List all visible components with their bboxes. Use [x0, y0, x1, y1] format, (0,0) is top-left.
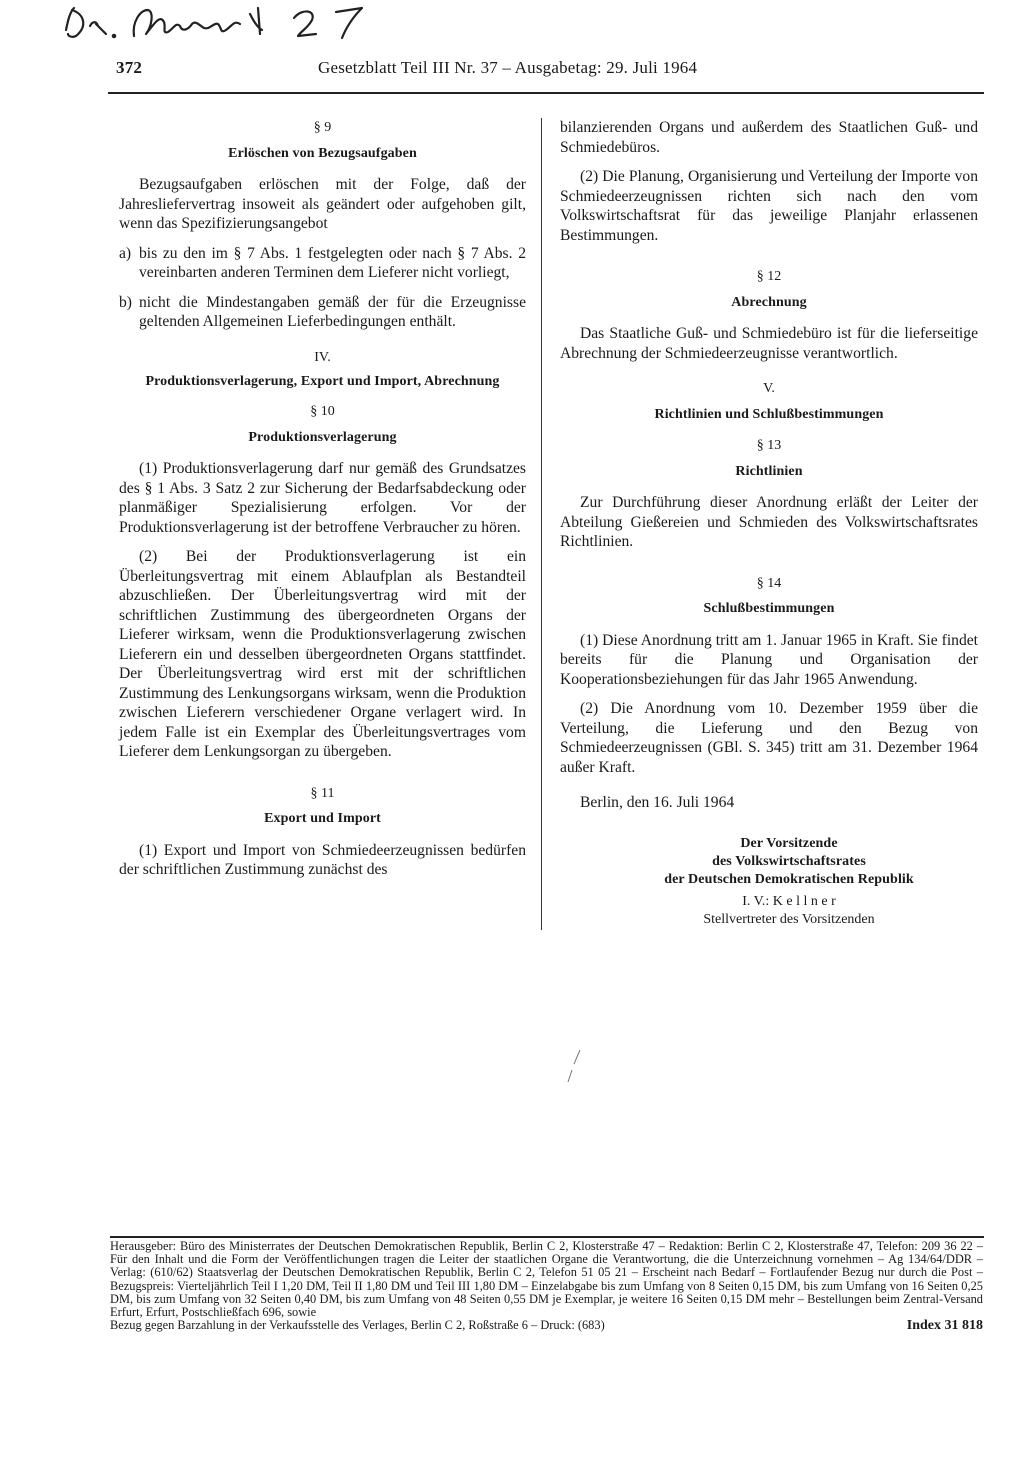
item-b-text: nicht die Mindestangaben gemäß der für die Erzeugnisse geltenden Allgemeinen Lieferbedingungen enthält. — [139, 293, 526, 330]
section-10-paragraph-1: (1) Produktionsverlagerung darf nur gemäß des Grundsatzes des § 1 Abs. 3 Satz 2 zur Sicherung der Bedarfsabdeckung oder planmäßiger Spezialisierung erfolgen. Vor der Produktionsverlagerung ist der betroffene Verbraucher zu hören. — [119, 460, 526, 536]
section-14-title: Schlußbestimmungen — [703, 601, 835, 616]
page-header-title: Gesetzblatt Teil III Nr. 37 – Ausgabetag: 29. Juli 1964 — [318, 58, 698, 77]
header-rule — [108, 92, 984, 94]
item-a-label: a) — [119, 244, 132, 262]
handwritten-annotation — [62, 0, 422, 50]
index-number: Index 31 818 — [906, 1318, 983, 1334]
right-column — [560, 118, 978, 929]
section-11-paragraph-2: (2) Die Planung, Organisierung und Verteilung der Importe von Schmiedeerzeugnissen richten sich nach den vom Volkswirtschaftsrat für das jeweilige Planjahr erlassenen Bestimmungen. — [560, 168, 978, 244]
section-14-paragraph-1: (1) Diese Anordnung tritt am 1. Januar 1965 in Kraft. Sie findet bereits für die Planung und Organisation der Kooperationsbeziehungen für das Jahr 1965 Anwendung. — [560, 631, 978, 688]
part-5-title: Richtlinien und Schlußbestimmungen — [654, 406, 884, 422]
signatory-name: I. V.: K e l l n e r — [742, 893, 836, 909]
imprint-footer — [110, 1240, 983, 1332]
section-9-title: Erlöschen von Bezugsaufgaben — [228, 145, 417, 161]
item-a-text: bis zu den im § 7 Abs. 1 festgelegten oder nach § 7 Abs. 2 vereinbarten anderen Terminen dem Lieferer nicht vorliegt, — [139, 244, 526, 281]
place-and-date: Berlin, den 16. Juli 1964 — [580, 794, 735, 811]
section-13-paragraph: Zur Durchführung dieser Anordnung erläßt der Leiter der Abteilung Gießereien und Schmieden des Volkswirtschaftsrates Richtlinien. — [560, 494, 978, 550]
page-number: 372 — [116, 58, 143, 77]
part-4-mark: IV. — [314, 349, 331, 365]
section-11-mark: § 11 — [310, 785, 335, 801]
section-11-paragraph-1: (1) Export und Import von Schmiedeerzeugnissen bedürfen der schriftlichen Zustimmung zunächst des — [119, 841, 526, 878]
section-9-item-b — [119, 293, 526, 332]
signature-block — [560, 835, 978, 929]
part-5-mark: V. — [763, 381, 775, 396]
footer-rule — [110, 1236, 984, 1238]
section-9-mark: § 9 — [313, 120, 332, 135]
section-12-title: Abrechnung — [731, 294, 807, 310]
part-4-title: Produktionsverlagerung, Export und Import, Abrechnung — [145, 374, 500, 389]
signature-line-1: Der Vorsitzende — [740, 835, 838, 851]
section-10-mark: § 10 — [310, 404, 335, 419]
imprint-text-last: Bezug gegen Barzahlung in der Verkaufsstelle des Verlages, Berlin C 2, Roßstraße 6 – Druck: (683) — [110, 1318, 605, 1333]
section-13-mark: § 13 — [756, 438, 782, 453]
imprint-last-line — [110, 1319, 983, 1332]
item-b-label: b) — [119, 293, 132, 311]
section-10-paragraph-2: (2) Bei der Produktionsverlagerung ist ein Überleitungsvertrag mit einem Ablaufplan als Bestandteil abzuschließen. Der Überleitungsvertrag wird mit der schriftlichen Zustimmung des übergeordneten Organs der Lieferer wirksam, wenn die Produktionsverlagerung zwischen Lieferern ein und desselben übergeordneten Organs stattfindet. Der Überleitungsvertrag wird erst mit der schriftlichen Zustimmung des Lenkungsorgans wirksam, wenn die Produktion zwischen Lieferern verschiedener Organe verlagert wird. In jedem Falle ist ein Exemplar des Überleitungsvertrages vom Lieferer dem Lenkungsorgan zu übergeben. — [119, 548, 526, 760]
imprint-text: Herausgeber: Büro des Ministerrates der Deutschen Demokratischen Republik, Berlin C 2, Klosterstraße 47 – Redaktion: Berlin C 2, Klosterstraße 47, Telefon: 209 36 22 – Für den Inhalt und die Form der Veröffentlichungen tragen die Leiter der staatlichen Organe die Verantwortung, die die Unterzeichnung vornehmen – Ag 134/64/DDR – Verlag: (610/62) Staatsverlag der Deutschen Demokratischen Republik, Berlin C 2, Telefon 51 05 21 – Erscheint nach Bedarf – Fortlaufender Bezug nur durch die Post – Bezugspreis: Vierteljährlich Teil I 1,20 DM, Teil II 1,80 DM und Teil III 1,80 DM – Einzelabgabe bis zum Umfang von 8 Seiten 0,15 DM, bis zum Umfang von 16 Seiten 0,25 DM, bis zum Umfang von 32 Seiten 0,40 DM, bis zum Umfang von 48 Seiten 0,55 DM je Exemplar, je weitere 16 Seiten 0,15 DM mehr – Bestellungen beim Zentral-Versand Erfurt, Erfurt, Postschließfach 696, sowie — [110, 1239, 983, 1320]
section-12-mark: § 12 — [756, 269, 782, 284]
section-9-item-a — [119, 244, 526, 283]
signature-line-2: des Volkswirtschaftsrates — [712, 853, 866, 869]
section-13-title: Richtlinien — [735, 463, 803, 479]
section-12-paragraph: Das Staatliche Guß- und Schmiedebüro ist für die lieferseitige Abrechnung der Schmiedeerzeugnisse verantwortlich. — [560, 325, 978, 362]
section-10-title: Produktionsverlagerung — [248, 429, 397, 445]
left-column — [119, 118, 526, 890]
section-14-paragraph-2: (2) Die Anordnung vom 10. Dezember 1959 über die Verteilung, die Lieferung und den Bezug von Schmiedeerzeugnissen (GBl. S. 345) tritt am 31. Dezember 1964 außer Kraft. — [560, 700, 978, 776]
column-divider — [541, 118, 542, 930]
section-11-paragraph-1-continued: bilanzierenden Organs und außerdem des Staatlichen Guß- und Schmiedebüros. — [560, 119, 978, 156]
print-specks — [560, 1040, 600, 1100]
section-9-intro: Bezugsaufgaben erlöschen mit der Folge, daß der Jahresliefervertrag insoweit als geändert oder aufgehoben gilt, wenn das Spezifizierungsangebot — [119, 176, 526, 232]
signatory-role: Stellvertreter des Vorsitzenden — [703, 911, 875, 927]
section-14-mark: § 14 — [756, 575, 782, 591]
signature-line-3: der Deutschen Demokratischen Republik — [664, 871, 914, 887]
section-11-title: Export und Import — [264, 811, 381, 826]
